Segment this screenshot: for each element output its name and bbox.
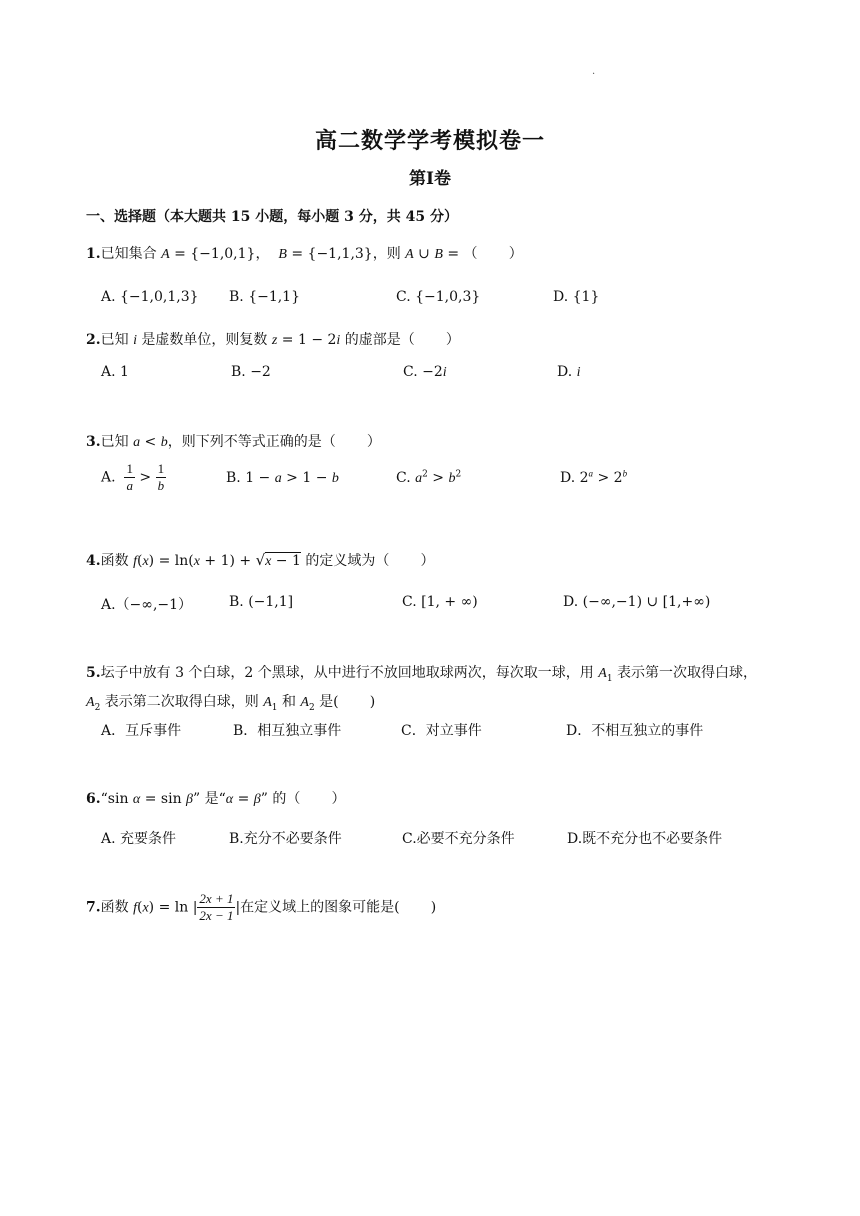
question-1-option-b[interactable]: B. {−1,1} — [229, 289, 300, 305]
question-5-option-b[interactable]: B．相互独立事件 — [233, 723, 342, 739]
question-1-stem: 1.已知集合 A = {−1,0,1}， B = {−1,1,3}，则 A ∪ B = （ ） — [86, 246, 523, 262]
question-5-stem-continued: $A_2$ 表示第二次取得白球，则 $A_1$ 和 $A_2$ 是( ) — [86, 694, 376, 713]
question-6-option-d[interactable]: D.既不充分也不必要条件 — [567, 831, 723, 847]
question-number: 1. — [86, 246, 101, 262]
question-4-option-c[interactable]: C. [1, + ∞) — [402, 594, 478, 610]
question-6-option-b[interactable]: B.充分不必要条件 — [229, 831, 342, 847]
question-7-stem: 7.函数 f(x) = ln | $\frac{2x + 1}{2x - 1}$ |在定义域上的图象可能是( ) — [86, 891, 437, 923]
question-3-option-c[interactable]: C. $a^2 > b^2$ — [396, 469, 462, 486]
section-volume-title: 第Ⅰ卷 — [409, 169, 451, 189]
question-5-stem: 5.坛子中放有 3 个白球，2 个黑球，从中进行不放回地取球两次，每次取一球，用 $A_1$ 表示第一次取得白球， — [86, 665, 757, 684]
question-2-stem: 2.已知 i 是虚数单位，则复数 z = 1 − 2i 的虚部是（ ） — [86, 332, 460, 348]
question-1-option-a[interactable]: A. {−1,0,1,3} — [101, 289, 199, 305]
question-2-option-c[interactable]: C. −2i — [403, 364, 447, 380]
question-4-stem: 4.函数 f(x) = ln(x + 1) + √x − 1 的定义域为（ ） — [86, 551, 435, 569]
question-5-option-c[interactable]: C．对立事件 — [401, 723, 482, 739]
question-2-option-a[interactable]: A. 1 — [101, 364, 129, 380]
question-4-option-a[interactable]: A.（−∞,−1） — [101, 597, 193, 613]
question-3-option-a[interactable]: A. $\frac{1}{a}$ > $\frac{1}{b}$ — [101, 461, 165, 493]
question-3-stem: 3.已知 a < b，则下列不等式正确的是（ ） — [86, 434, 381, 450]
question-4-option-b[interactable]: B. (−1,1] — [229, 594, 294, 610]
question-1-option-c[interactable]: C. {−1,0,3} — [396, 289, 481, 305]
question-5-option-a[interactable]: A．互斥事件 — [101, 723, 182, 739]
question-2-option-b[interactable]: B. −2 — [231, 364, 271, 380]
question-6-stem: 6.“sin α = sin β” 是“α = β” 的（ ） — [86, 791, 346, 807]
question-4-option-d[interactable]: D. (−∞,−1) ∪ [1,+∞) — [563, 594, 711, 610]
question-3-option-b[interactable]: B. 1 − a > 1 − b — [226, 470, 339, 486]
question-6-option-c[interactable]: C.必要不充分条件 — [402, 831, 515, 847]
question-1-option-d[interactable]: D. {1} — [553, 289, 600, 305]
page-title: 高二数学学考模拟卷一 — [314, 128, 545, 154]
question-6-option-a[interactable]: A. 充要条件 — [101, 831, 177, 847]
question-3-option-d[interactable]: D. $2^a > 2^b$ — [560, 468, 628, 486]
question-2-option-d[interactable]: D. i — [557, 364, 581, 380]
corner-mark: . — [592, 66, 596, 77]
section-heading: 一、选择题（本大题共 15 小题，每小题 3 分，共 45 分） — [86, 209, 458, 225]
question-5-option-d[interactable]: D．不相互独立的事件 — [566, 723, 704, 739]
